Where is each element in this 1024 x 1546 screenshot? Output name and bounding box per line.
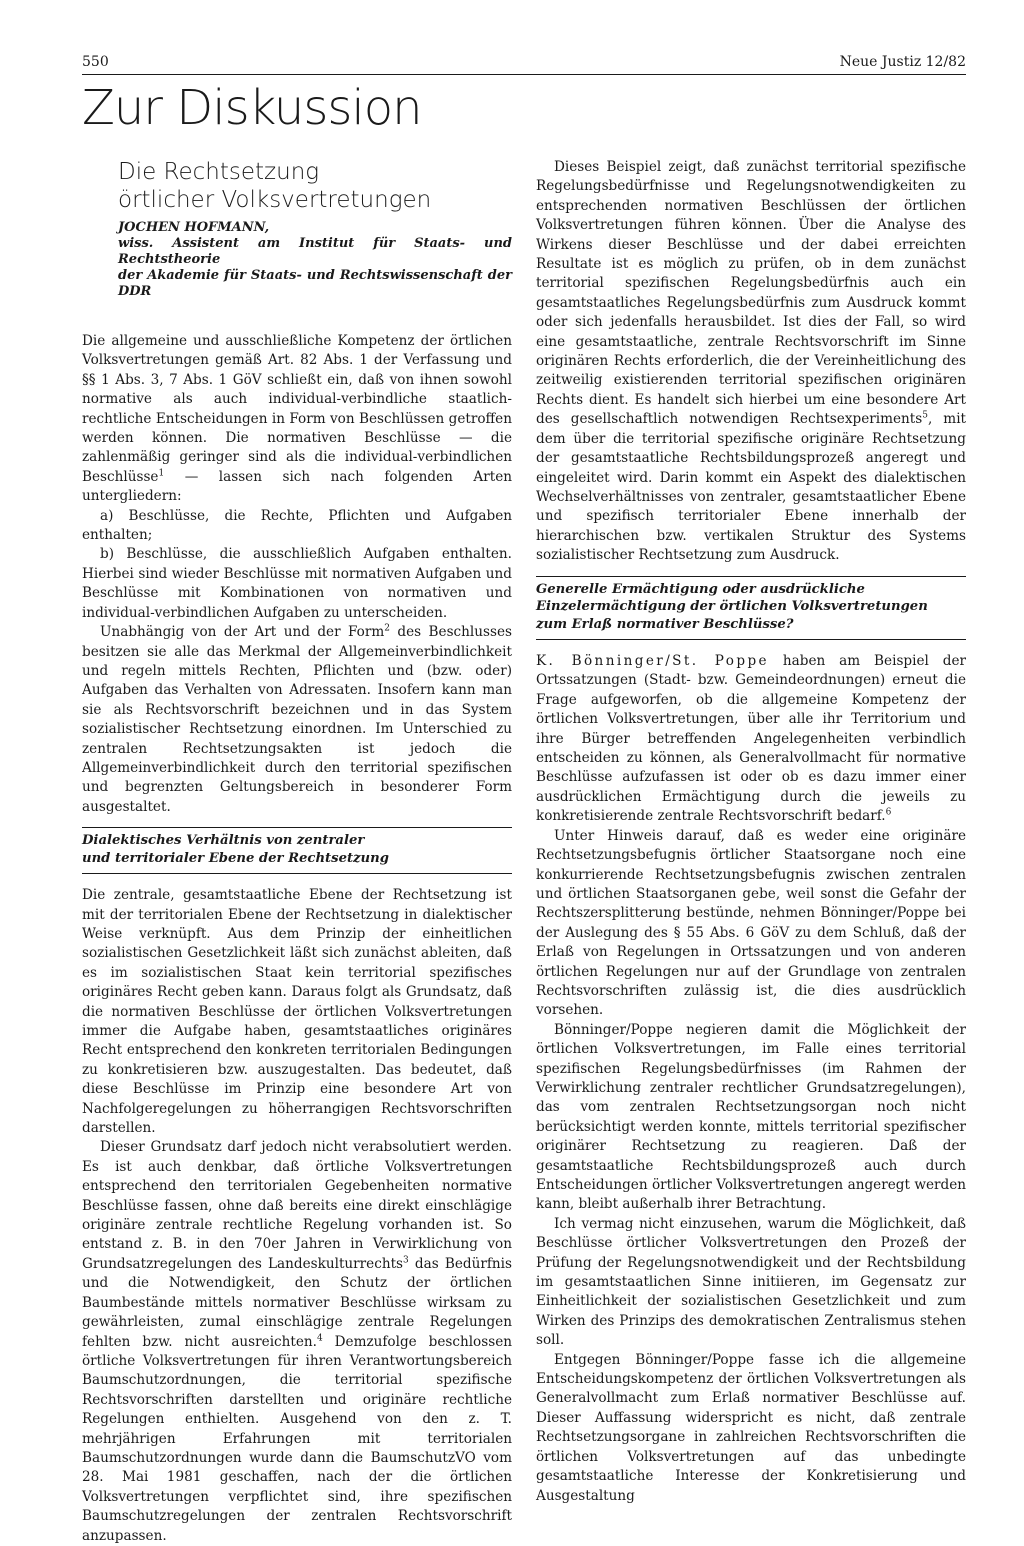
author-affiliation-line-1: wiss. Assistent am Institut für Staats- und Rechtstheorie (118, 236, 512, 267)
journal-reference: Neue Justiz 12/82 (839, 54, 966, 70)
subheading: Dialektisches Verhältnis von zentraler und territorialer Ebene der Rechtsetzung (82, 827, 512, 874)
page-number: 550 (82, 54, 109, 70)
paragraph: Die allgemeine und ausschließliche Kompetenz der örtlichen Volksvertretungen gemäß Art. 82 Abs. 1 der Verfassung und §§ 1 Abs. 3, 7 Abs. 1 GöV schließt ein, daß von ihnen sowohl normative als auch individual-verbindliche staatlich-rechtliche Entscheidungen in Form von Beschlüssen getroffen werden können. Die normativen Beschlüsse — die zahlenmäßig geringer sind als die individual-verbindlichen Beschlüsse$^1$ — lassen sich nach folgenden Arten untergliedern: (82, 333, 512, 505)
paragraph: Bönninger/Poppe negieren damit die Möglichkeit der örtlichen Volksvertretungen, im Falle eines territorial spezifischen Regelungsbedürfnisses (im Rahmen der Verwirklichung zentraler rechtlicher Grundsatzregelungen), das vom zentralen Rechtsetzungsorgan noch nicht berücksichtigt werden konnte, mittels territorial spezifischer originärer Rechtsetzung zu reagieren. Daß der gesamtstaatliche Rechtsbildungsprozeß auch durch Entscheidungen örtlicher Volksvertretungen angeregt werden kann, bleibt außerhalb ihrer Betrachtung. (536, 1021, 966, 1213)
footnote-ref: 4 (317, 1332, 323, 1343)
footnote-ref: 5 (922, 410, 928, 421)
paragraph: Unabhängig von der Art und der Form$^2$ des Beschlusses besitzen sie alle das Merkmal der Allgemeinverbindlichkeit und regeln mittels Rechten, Pflichten und (bzw. oder) Aufgaben das Verhalten von Adressaten. Insofern kann man sie als Rechtsvorschrift bezeichnen und in das System sozialistischer Rechtsetzung einordnen. Im Unterschied zu zentralen Rechtsetzungsakten ist jedoch die Allgemeinverbindlichkeit durch den territorial spezifischen und begrenzten Geltungsbereich in besonderer Form ausgestaltet. (82, 623, 512, 815)
footnote-ref: 1 (158, 468, 165, 479)
paragraph: K. Bönninger/St. Poppe haben am Beispiel der Ortssatzungen (Stadt- bzw. Gemeindeordnungen) erneut die Frage aufgeworfen, ob die allgemeine Kompetenz der örtlichen Volksvertretungen, über alle ihr Territorium und ihre Bürger betreffenden Angelegenheiten verbindlich entscheiden zu können, als Generalvollmacht für normative Beschlüsse aufzufassen ist oder ob es dazu immer einer ausdrücklichen Ermächtigung durch die jeweils zu konkretisierende zentrale Rechtsvorschrift bedarf.$^6$ (536, 653, 967, 825)
section-heading: Zur Diskussion (82, 80, 422, 136)
list-item: b) Beschlüsse, die ausschließlich Aufgaben enthalten. Hierbei sind wieder Beschlüsse mit normativen Aufgaben und Beschlüsse mit Kombinationen von normativen und individual-verbindlichen Aufgaben zu unterscheiden. (82, 546, 512, 621)
paragraph: Dieser Grundsatz darf jedoch nicht verabsolutiert werden. Es ist auch denkbar, daß örtliche Volksvertretungen entsprechend den territorialen Gegebenheiten normative Beschlüsse fassen, ohne daß bereits eine direkt einschlägige originäre zentrale rechtliche Regelung vorhanden ist. So entstand z. B. in den 70er Jahren in Verwirklichung von Grundsatzregelungen des Landeskulturrechts$^3$ das Bedürfnis und die Notwendigkeit, den Schutz der örtlichen Baumbestände mittels normativer Beschlüsse wirksam zu gewährleisten, zumal einschlägige zentrale Regelungen fehlten bzw. nicht ausreichten.$^4$ Demzufolge beschlossen örtliche Volksvertretungen für ihren Verantwortungsbereich Baumschutzordnungen, die territorial spezifische Rechtsvorschriften darstellten und originäre rechtliche Regelungen enthielten. Ausgehend von den z. T. mehrjährigen Erfahrungen mit territorialen Baumschutzordnungen wurde dann die BaumschutzVO vom 28. Mai 1981 geschaffen, nach der die örtlichen Volksvertretungen verpflichtet sind, ihre spezifischen Baumschutzregelungen der zentralen Rechtsvorschrift anzupassen. (82, 1139, 512, 1544)
header-rule (82, 74, 966, 75)
article-title (82, 158, 512, 214)
footnote-ref: 3 (403, 1255, 409, 1266)
right-column (536, 158, 966, 1506)
left-column (82, 158, 512, 1546)
footnote-ref: 2 (384, 623, 390, 634)
paragraph: Die zentrale, gesamtstaatliche Ebene der Rechtsetzung ist mit der territorialen Ebene der Rechtsetzung in dialektischer Weise verknüpft. Aus dem Prinzip der einheitlichen sozialistischen Gesetzlichkeit läßt sich zunächst ableiten, daß es im sozialistischen Staat kein territorial spezifisches originäres Recht geben kann. Daraus folgt als Grundsatz, daß die normativen Beschlüsse der örtlichen Volksvertretungen immer die Aufgabe haben, gesamtstaatliches originäres Recht entsprechend den konkreten territorialen Bedingungen zu konkretisieren bzw. auszugestalten. Das bedeutet, daß diese Beschlüsse im Prinzip eine besondere Art von Nachfolgeregelungen zu höherrangigen Rechtsvorschriften darstellen. (82, 887, 512, 1137)
paragraph: Dieses Beispiel zeigt, daß zunächst territorial spezifische Regelungsbedürfnisse und Regelungsnotwendigkeiten zu entsprechenden normativen Beschlüssen der örtlichen Volksvertretungen führen können. Über die Analyse des Wirkens dieser Beschlüsse und der dabei erreichten Resultate ist es möglich zu prüfen, ob in dem zunächst territorial spezifischen Regelungsbedürfnis auch ein gesamtstaatliches Regelungsbedürfnis zum Ausdruck kommt oder sich jedenfalls herausbildet. Ist dies der Fall, so wird eine gesamtstaatliche, zentrale Rechtsvorschrift im Sinne originären Rechts erforderlich, die der Vereinheitlichung des zeitweilig existierenden territorial spezifischen originären Rechts dient. Es handelt sich hierbei um eine besondere Art des gesellschaftlich notwendigen Rechtsexperiments$^5$, mit dem über die territorial spezifische originäre Rechtsetzung der gesamtstaatliche Rechtsbildungsprozeß angeregt und eingeleitet wird. Darin kommt ein Aspekt des dialektischen Wechselverhältnisses von zentraler, gesamtstaatlicher Ebene und spezifisch territorialer Ebene innerhalb der hierarchischen bzw. vertikalen Struktur des Systems sozialistischer Rechtsetzung zum Ausdruck. (536, 159, 967, 564)
author-block (82, 220, 512, 300)
footnote-ref: 6 (885, 807, 892, 818)
cited-authors: K. Bönninger/St. Poppe (536, 653, 770, 670)
paragraph: Entgegen Bönninger/Poppe fasse ich die allgemeine Entscheidungskompetenz der örtlichen Volksvertretungen als Generalvollmacht zum Erlaß normativer Beschlüsse auf. Dieser Auffassung widerspricht es nicht, daß zentrale Rechtsetzungsorgane in zahlreichen Rechtsvorschriften die örtlichen Volksvertretungen auf das unbedingte gesamtstaatliche Interesse der Konkretisierung und Ausgestaltung (536, 1351, 966, 1504)
author-name: JOCHEN HOFMANN, (118, 220, 270, 235)
author-affiliation-line-2: der Akademie für Staats- und Rechtswissenschaft der DDR (118, 268, 512, 299)
paragraph: Unter Hinweis darauf, daß es weder eine originäre Rechtsetzungsbefugnis örtlicher Staatsorgane noch eine konkurrierende Rechtsetzungsbefugnis zwischen zentralen und örtlichen Staatsorganen gebe, weil sonst die Gefahr der Rechtszersplitterung bestünde, nehmen Bönninger/Poppe bei der Auslegung des § 55 Abs. 6 GöV zu dem Schluß, daß der Erlaß von Regelungen in Ortssatzungen und von anderen örtlichen Regelungen nur auf der Grundlage von zentralen Rechtsvorschriften zulässig ist, die dies ausdrücklich vorsehen. (536, 827, 966, 1019)
subheading: Generelle Ermächtigung oder ausdrückliche Einzelermächtigung der örtlichen Volksvertretungen zum Erlaß normativer Beschlüsse? (536, 576, 966, 641)
article-title-line-1: Die Rechtsetzung (118, 159, 320, 185)
paragraph: Ich vermag nicht einzusehen, warum die Möglichkeit, daß Beschlüsse örtlicher Volksvertretungen den Prozeß der Prüfung der Regelungsnotwendigkeit und der Rechtsbildung im gesamtstaatlichen Sinne initiieren, im Gegensatz zur Einheitlichkeit der sozialistischen Gesetzlichkeit und zum Wirken des Prinzips des demokratischen Zentralismus stehen soll. (536, 1215, 966, 1349)
article-title-line-2: örtlicher Volksvertretungen (118, 187, 432, 213)
list-item: a) Beschlüsse, die Rechte, Pflichten und Aufgaben enthalten; (82, 507, 512, 544)
